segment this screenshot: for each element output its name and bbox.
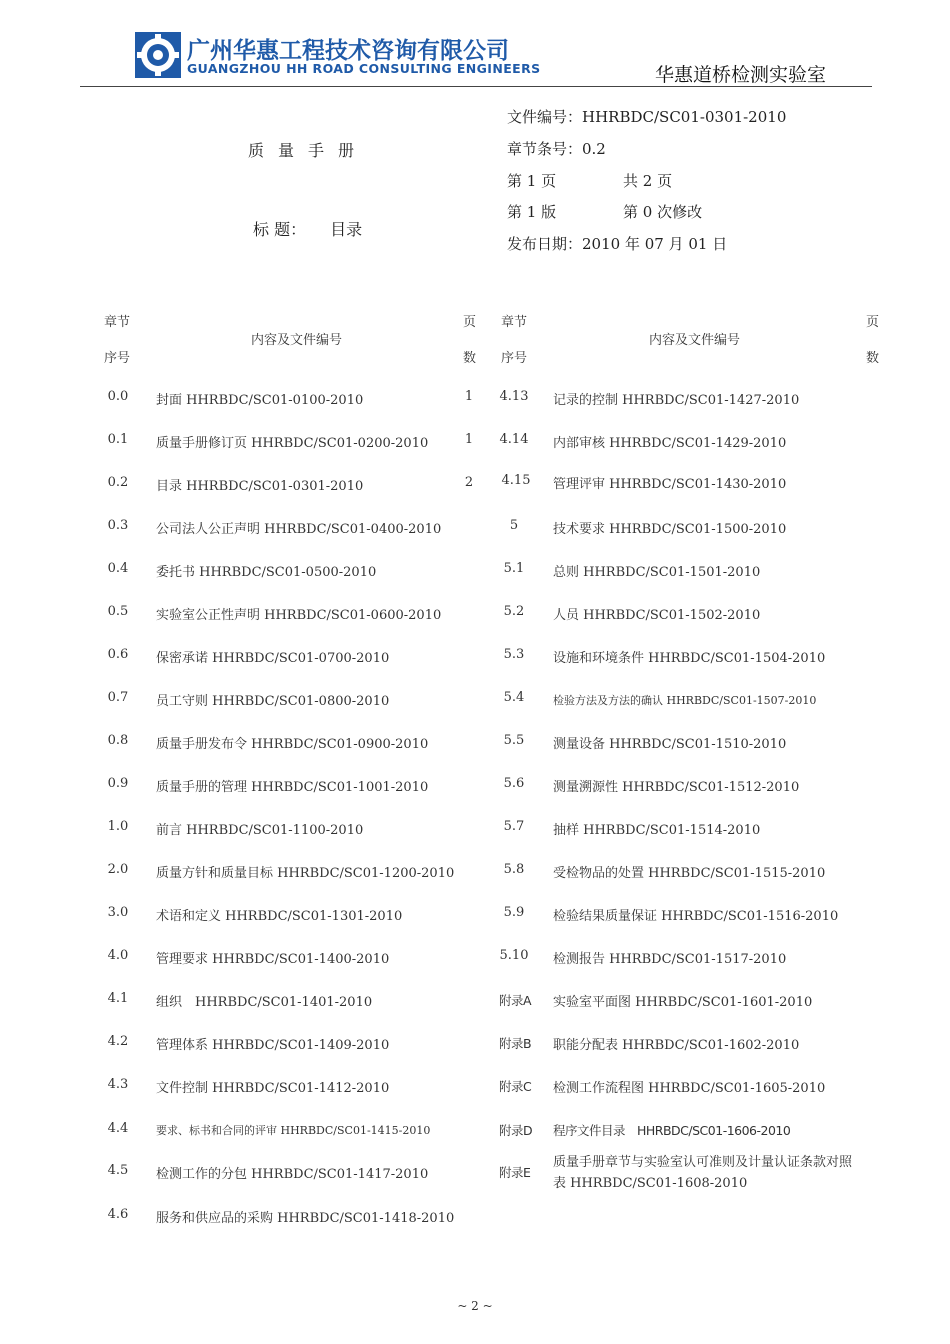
- toc-section-number: 0.2: [107, 475, 129, 490]
- subject-value: 目录: [330, 220, 363, 239]
- toc-entry: 测量溯源性 HHRBDC/SC01-1512-2010: [553, 780, 800, 795]
- toc-entry: 委托书 HHRBDC/SC01-0500-2010: [156, 565, 377, 580]
- toc-section-number: 4.15: [501, 473, 531, 488]
- toc-entry: 目录 HHRBDC/SC01-0301-2010: [156, 479, 364, 494]
- toc-section-number: 5.3: [503, 647, 525, 662]
- toc-entry: 检测工作流程图 HHRBDC/SC01-1605-2010: [553, 1081, 826, 1096]
- toc-entry: 设施和环境条件 HHRBDC/SC01-1504-2010: [553, 651, 826, 666]
- file-number: 文件编号：HHRBDC/SC01-0301-2010: [507, 108, 787, 126]
- toc-section-number: 0.8: [107, 733, 129, 748]
- toc-section-number: 5.10: [499, 948, 529, 963]
- toc-entry: 前言 HHRBDC/SC01-1100-2010: [156, 823, 364, 838]
- toc-entry: 管理要求 HHRBDC/SC01-1400-2010: [156, 952, 390, 967]
- toc-entry: 检测报告 HHRBDC/SC01-1517-2010: [553, 952, 787, 967]
- toc-entry: 总则 HHRBDC/SC01-1501-2010: [553, 565, 761, 580]
- toc-appendix-number: 附录B: [499, 1036, 532, 1051]
- company-name-cn: 广州华惠工程技术咨询有限公司: [187, 38, 509, 64]
- edition: 第 1 版: [507, 203, 557, 221]
- page-total: 共 2 页: [623, 172, 673, 190]
- col-header-content: 内容及文件编号: [649, 333, 741, 348]
- col-header-section-bottom: 序号: [501, 351, 528, 366]
- toc-section-number: 5.8: [503, 862, 525, 877]
- toc-section-number: 5.6: [503, 776, 525, 791]
- toc-section-number: 5.4: [503, 690, 525, 705]
- col-header-pages-bottom: 数: [463, 351, 477, 366]
- toc-section-number: 2.0: [107, 862, 129, 877]
- col-header-pages-top: 页: [463, 315, 477, 330]
- toc-entry: 质量手册修订页 HHRBDC/SC01-0200-2010: [156, 436, 429, 451]
- toc-section-number: 1.0: [107, 819, 129, 834]
- toc-section-number: 0.1: [107, 432, 129, 447]
- manual-title: 质量手册: [248, 141, 369, 160]
- toc-appendix-number: 附录C: [499, 1079, 532, 1094]
- toc-entry: 质量手册发布令 HHRBDC/SC01-0900-2010: [156, 737, 429, 752]
- toc-section-number: 5.2: [503, 604, 525, 619]
- toc-entry: 实验室平面图 HHRBDC/SC01-1601-2010: [553, 995, 813, 1010]
- toc-section-number: 4.14: [499, 432, 529, 447]
- toc-section-number: 0.7: [107, 690, 129, 705]
- toc-entry: 员工守则 HHRBDC/SC01-0800-2010: [156, 694, 390, 709]
- toc-page-count: 1: [464, 432, 474, 447]
- toc-section-number: 4.5: [107, 1163, 129, 1178]
- toc-entry: 技术要求 HHRBDC/SC01-1500-2010: [553, 522, 787, 537]
- toc-entry: 要求、标书和合同的评审 HHRBDC/SC01-1415-2010: [156, 1124, 431, 1137]
- toc-section-number: 4.2: [107, 1034, 129, 1049]
- toc-section-number: 0.3: [107, 518, 129, 533]
- toc-entry: 公司法人公正声明 HHRBDC/SC01-0400-2010: [156, 522, 442, 537]
- toc-section-number: 3.0: [107, 905, 129, 920]
- toc-section-number: 4.0: [107, 948, 129, 963]
- toc-entry: 抽样 HHRBDC/SC01-1514-2010: [553, 823, 761, 838]
- toc-section-number: 4.6: [107, 1207, 129, 1222]
- col-header-section-top: 章节: [501, 315, 528, 330]
- toc-entry: 检验方法及方法的确认 HHRBDC/SC01-1507-2010: [553, 694, 817, 707]
- toc-entry: 质量手册的管理 HHRBDC/SC01-1001-2010: [156, 780, 429, 795]
- col-header-section-bottom: 序号: [104, 351, 131, 366]
- release-date: 发布日期：2010 年 07 月 01 日: [507, 235, 728, 253]
- toc-section-number: 0.6: [107, 647, 129, 662]
- subject-label: 标 题：: [253, 220, 307, 239]
- toc-entry: 受检物品的处置 HHRBDC/SC01-1515-2010: [553, 866, 826, 881]
- toc-section-number: 0.9: [107, 776, 129, 791]
- header-divider: [80, 86, 872, 87]
- toc-entry: 质量手册章节与实验室认可准则及计量认证条款对照表 HHRBDC/SC01-1608-2010: [553, 1155, 853, 1191]
- revision: 第 0 次修改: [623, 203, 703, 221]
- toc-appendix-number: 附录D: [499, 1123, 533, 1138]
- toc-entry: 测量设备 HHRBDC/SC01-1510-2010: [553, 737, 787, 752]
- company-name-en: GUANGZHOU HH ROAD CONSULTING ENGINEERS: [187, 61, 541, 76]
- toc-section-number: 0.5: [107, 604, 129, 619]
- toc-section-number: 5.5: [503, 733, 525, 748]
- toc-entry: 检验结果质量保证 HHRBDC/SC01-1516-2010: [553, 909, 839, 924]
- col-header-pages-top: 页: [866, 315, 880, 330]
- toc-entry: 管理体系 HHRBDC/SC01-1409-2010: [156, 1038, 390, 1053]
- lab-name: 华惠道桥检测实验室: [655, 64, 827, 86]
- toc-appendix-number: 附录A: [499, 993, 532, 1008]
- toc-section-number: 5.9: [503, 905, 525, 920]
- subject-line: [253, 217, 362, 240]
- toc-page-count: 1: [464, 389, 474, 404]
- toc-entry: 人员 HHRBDC/SC01-1502-2010: [553, 608, 761, 623]
- toc-entry: 检测工作的分包 HHRBDC/SC01-1417-2010: [156, 1167, 429, 1182]
- page-number-footer: ~ 2 ~: [457, 1299, 493, 1313]
- toc-section-number: 4.4: [107, 1121, 129, 1136]
- toc-entry: 术语和定义 HHRBDC/SC01-1301-2010: [156, 909, 403, 924]
- section-number: 章节条号：0.2: [507, 140, 606, 158]
- toc-entry: 程序文件目录 HHRBDC/SC01-1606-2010: [553, 1123, 791, 1138]
- col-header-content: 内容及文件编号: [251, 333, 343, 348]
- toc-section-number: 5.7: [503, 819, 525, 834]
- toc-entry: 内部审核 HHRBDC/SC01-1429-2010: [553, 436, 787, 451]
- col-header-pages-bottom: 数: [866, 351, 880, 366]
- toc-entry: 职能分配表 HHRBDC/SC01-1602-2010: [553, 1038, 800, 1053]
- toc-page-count: 2: [464, 475, 474, 490]
- toc-section-number: 5.1: [503, 561, 525, 576]
- col-header-section-top: 章节: [104, 315, 131, 330]
- toc-entry: 服务和供应品的采购 HHRBDC/SC01-1418-2010: [156, 1211, 455, 1226]
- page-of: 第 1 页: [507, 172, 557, 190]
- toc-section-number: 0.0: [107, 389, 129, 404]
- toc-entry: 文件控制 HHRBDC/SC01-1412-2010: [156, 1081, 390, 1096]
- toc-entry: 管理评审 HHRBDC/SC01-1430-2010: [553, 477, 787, 492]
- toc-entry: 保密承诺 HHRBDC/SC01-0700-2010: [156, 651, 390, 666]
- toc-entry: 记录的控制 HHRBDC/SC01-1427-2010: [553, 393, 800, 408]
- company-logo-icon: [135, 32, 181, 78]
- toc-entry: 实验室公正性声明 HHRBDC/SC01-0600-2010: [156, 608, 442, 623]
- toc-section-number: 4.1: [107, 991, 129, 1006]
- toc-appendix-number: 附录E: [499, 1165, 531, 1180]
- toc-section-number: 4.3: [107, 1077, 129, 1092]
- toc-entry: 封面 HHRBDC/SC01-0100-2010: [156, 393, 364, 408]
- toc-section-number: 4.13: [499, 389, 529, 404]
- toc-entry: 质量方针和质量目标 HHRBDC/SC01-1200-2010: [156, 866, 455, 881]
- toc-section-number: 0.4: [107, 561, 129, 576]
- toc-entry: 组织 HHRBDC/SC01-1401-2010: [156, 995, 373, 1010]
- toc-section-number: 5: [509, 518, 519, 533]
